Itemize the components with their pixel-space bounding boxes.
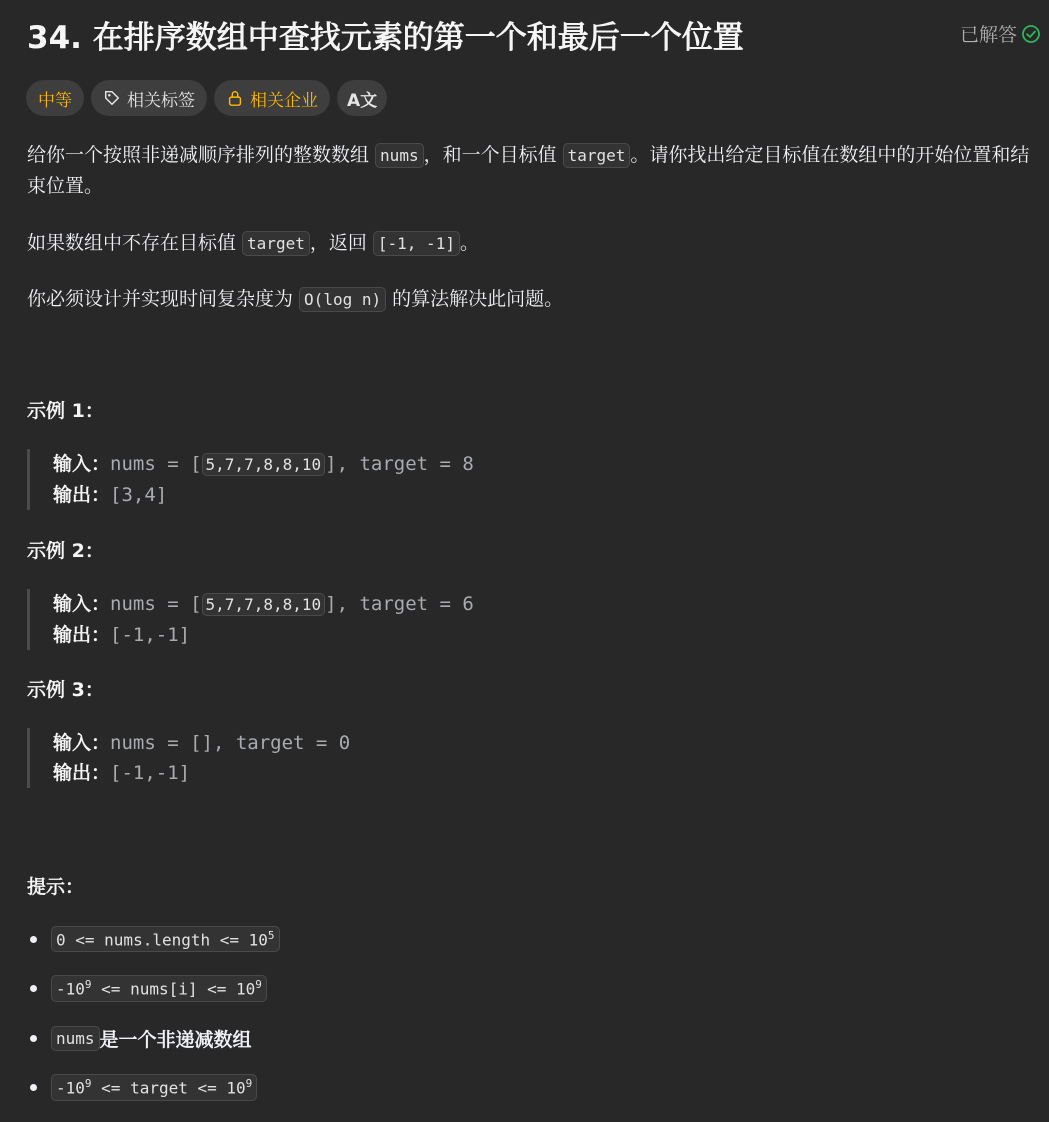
inline-code: nums [375, 143, 424, 168]
inline-code: [-1, -1] [373, 231, 460, 256]
input-label: 输入： [53, 593, 111, 615]
related-tags-button[interactable] [91, 80, 207, 116]
example-2-title: 示例 2： [27, 540, 104, 562]
tag-bar [26, 80, 387, 116]
text: 给你一个按照非递减顺序排列的整数数组 [27, 144, 376, 166]
text: 是一个非递减数组 [99, 1028, 252, 1051]
text: ，和一个目标值 [423, 144, 563, 166]
text: [-1,-1] [110, 762, 191, 784]
constraints-title: 提示： [27, 876, 85, 898]
translate-button[interactable] [337, 80, 387, 116]
example-input [53, 449, 653, 480]
related-companies-label: 相关企业 [250, 90, 318, 111]
text: nums = [ [110, 453, 202, 475]
constraint-item [27, 1023, 280, 1053]
text: 如果数组中不存在目标值 [27, 232, 243, 254]
bullet-icon [30, 1084, 37, 1091]
problem-title: 34. 在排序数组中查找元素的第一个和最后一个位置 [27, 20, 744, 56]
example-input [53, 728, 653, 758]
example-output [53, 758, 653, 788]
text: 。请你找出给定目标值在数组中的开始位置和结束位置。 [27, 144, 1030, 197]
exponent: 5 [267, 928, 275, 942]
inline-code [51, 975, 267, 1001]
related-tags-label: 相关标签 [127, 90, 195, 111]
inline-code: 5,7,7,8,8,10 [202, 593, 326, 616]
text: <= nums[i] <= 10 [91, 979, 256, 999]
constraint-item [27, 1073, 280, 1103]
bullet-icon [30, 985, 37, 992]
text: ], target = 8 [325, 453, 474, 475]
bullet-icon [30, 1035, 37, 1042]
input-label: 输入： [53, 453, 111, 475]
exponent: 9 [84, 978, 92, 992]
text: ], target = 6 [325, 593, 474, 615]
text: -10 [56, 1078, 85, 1098]
inline-code: target [242, 231, 310, 256]
example-output [53, 620, 653, 650]
inline-code [51, 926, 280, 952]
description-paragraph-2 [27, 228, 479, 259]
translate-icon: A文 [347, 90, 378, 111]
text: [3,4] [110, 484, 168, 506]
description-paragraph-3 [27, 284, 563, 315]
input-label: 输入： [53, 732, 111, 754]
output-label: 输出： [53, 762, 111, 784]
example-input [53, 589, 653, 620]
lock-icon [226, 89, 244, 107]
exponent: 9 [245, 1077, 253, 1091]
text: -10 [56, 979, 85, 999]
inline-code [51, 1074, 257, 1100]
bullet-icon [30, 936, 37, 943]
text: ，返回 [309, 232, 373, 254]
inline-code: 5,7,7,8,8,10 [202, 453, 326, 476]
check-circle-icon [1021, 24, 1041, 44]
output-label: 输出： [53, 484, 111, 506]
text: 。 [459, 232, 479, 254]
solved-status [960, 20, 1041, 47]
inline-code: nums [51, 1026, 100, 1051]
output-label: 输出： [53, 624, 111, 646]
example-3-block [27, 728, 653, 788]
text: 0 <= nums.length <= 10 [56, 930, 268, 950]
example-2-block [27, 589, 653, 650]
tag-icon [103, 89, 121, 107]
example-1-block [27, 449, 653, 510]
solved-label: 已解答 [959, 24, 1017, 46]
text: 你必须设计并实现时间复杂度为 [27, 288, 300, 310]
constraint-item [27, 924, 280, 954]
inline-code: target [563, 143, 631, 168]
constraints-list [27, 924, 280, 1122]
related-companies-button[interactable] [214, 80, 330, 116]
text: <= target <= 10 [91, 1078, 246, 1098]
inline-code: O(log n) [299, 287, 386, 312]
description-paragraph-1 [27, 140, 1047, 201]
example-3-title: 示例 3： [27, 679, 104, 701]
text: nums = [ [110, 593, 202, 615]
example-1-title: 示例 1： [27, 400, 104, 422]
text: 的算法解决此问题。 [386, 288, 564, 310]
text: [-1,-1] [110, 624, 191, 646]
example-output [53, 480, 653, 510]
constraint-item [27, 974, 280, 1004]
text: nums = [], target = 0 [110, 732, 351, 754]
difficulty-label: 中等 [38, 90, 72, 111]
difficulty-badge[interactable] [26, 80, 84, 116]
exponent: 9 [84, 1077, 92, 1091]
exponent: 9 [255, 978, 262, 992]
